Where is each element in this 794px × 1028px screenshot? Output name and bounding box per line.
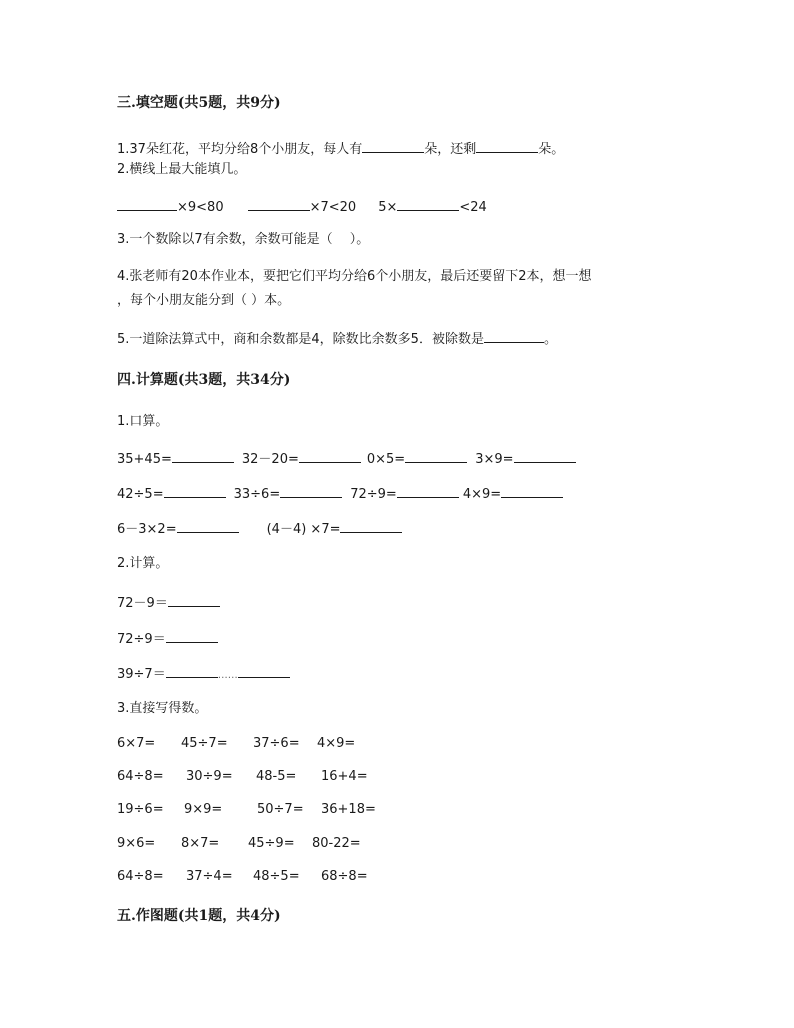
q2-item-3a: 5×: [378, 200, 398, 215]
calc-item: 72－9＝: [117, 596, 168, 611]
oral-row: [117, 868, 368, 886]
oral-item: 4×9=: [317, 736, 356, 751]
part-1-title: 1.口算。: [117, 414, 169, 429]
answer-blank[interactable]: [299, 449, 361, 463]
part-3-title: 3.直接写得数。: [117, 701, 208, 716]
oral-row: [117, 768, 368, 786]
oral-item: 48-5=: [256, 769, 297, 784]
oral-item: 50÷7=: [257, 802, 304, 817]
calc-item: 72÷9＝: [117, 632, 166, 647]
calc-row-3: [117, 519, 402, 539]
oral-item: 37÷6=: [253, 736, 300, 751]
answer-blank[interactable]: [168, 593, 220, 607]
question-3-2: 2.横线上最大能填几。: [117, 162, 247, 177]
q1-text-a: 1.37朵红花，平均分给8个小朋友，每人有: [117, 142, 363, 157]
q2-item-1: ×9<80: [177, 200, 224, 215]
q1-blank-1[interactable]: [362, 139, 424, 153]
oral-item: 64÷8=: [117, 869, 164, 884]
question-3-3: 3.一个数除以7有余数，余数可能是（ ）。: [117, 232, 370, 247]
question-3-2-items: [117, 197, 487, 217]
oral-item: 80-22=: [312, 836, 361, 851]
calc-item: 4×9=: [462, 487, 502, 502]
calc-item: 35+45=: [117, 452, 172, 467]
calc-line-2: [117, 629, 218, 649]
oral-row: [117, 801, 376, 819]
calc-line-1: [117, 593, 220, 613]
oral-item: 9×9=: [184, 802, 223, 817]
remainder-blank[interactable]: [238, 664, 290, 678]
oral-item: 30÷9=: [186, 769, 233, 784]
oral-item: 19÷6=: [117, 802, 164, 817]
q5-text-b: 。: [543, 332, 557, 347]
q5-blank[interactable]: [484, 329, 544, 343]
calc-item: 0×5=: [366, 452, 406, 467]
answer-blank[interactable]: [340, 519, 402, 533]
answer-blank[interactable]: [172, 449, 234, 463]
answer-blank[interactable]: [177, 519, 239, 533]
calc-item: 3×9=: [475, 452, 514, 467]
oral-item: 45÷7=: [181, 736, 228, 751]
calc-item: 72÷9=: [350, 487, 397, 502]
question-3-4-line1: 4.张老师有20本作业本，要把它们平均分给6个小朋友，最后还要留下2本，想一想: [117, 269, 592, 284]
calc-item: 6－3×2=: [117, 522, 177, 537]
calc-item: (4－4) ×7=: [266, 522, 341, 537]
q1-text-c: 朵。: [538, 142, 565, 157]
question-3-4-line2: ，每个小朋友能分到（ ）本。: [117, 293, 291, 308]
section-3-heading: 三.填空题(共5题，共9分): [117, 95, 281, 111]
oral-item: 45÷9=: [248, 836, 295, 851]
q2-blank-2[interactable]: [248, 197, 310, 211]
section-4-heading: 四.计算题(共3题，共34分): [117, 372, 291, 388]
oral-item: 8×7=: [181, 836, 220, 851]
q2-item-3b: <24: [459, 200, 487, 215]
part-2-title: 2.计算。: [117, 556, 169, 571]
oral-item: 68÷8=: [321, 869, 368, 884]
answer-blank[interactable]: [501, 484, 563, 498]
ellipsis: ……: [217, 670, 238, 681]
answer-blank[interactable]: [397, 484, 459, 498]
q2-blank-1[interactable]: [117, 197, 177, 211]
q2-blank-3[interactable]: [397, 197, 459, 211]
q2-item-2: ×7<20: [309, 200, 357, 215]
calc-item: 42÷5=: [117, 487, 164, 502]
answer-blank[interactable]: [164, 484, 226, 498]
oral-item: 6×7=: [117, 736, 156, 751]
answer-blank[interactable]: [514, 449, 576, 463]
calc-row-2: [117, 484, 563, 504]
calc-item: 33÷6=: [233, 487, 281, 502]
oral-item: 9×6=: [117, 836, 156, 851]
oral-item: 36+18=: [321, 802, 376, 817]
quotient-blank[interactable]: [166, 664, 218, 678]
question-3-5: [117, 329, 557, 349]
calc-line-3: [117, 664, 290, 685]
calc-item: 32－20=: [241, 452, 299, 467]
oral-row: [117, 835, 361, 853]
section-5-heading: 五.作图题(共1题，共4分): [117, 908, 281, 924]
calc-item: 39÷7＝: [117, 667, 166, 682]
q1-blank-2[interactable]: [476, 139, 538, 153]
oral-item: 64÷8=: [117, 769, 164, 784]
answer-blank[interactable]: [405, 449, 467, 463]
answer-blank[interactable]: [166, 629, 218, 643]
question-3-1: [117, 139, 564, 159]
q1-text-b: 朵，还剩: [424, 142, 477, 157]
q5-text-a: 5.一道除法算式中，商和余数都是4，除数比余数多5．被除数是: [117, 332, 484, 347]
oral-row: [117, 735, 355, 753]
oral-item: 37÷4=: [186, 869, 233, 884]
oral-item: 16+4=: [321, 769, 368, 784]
calc-row-1: [117, 449, 576, 469]
answer-blank[interactable]: [280, 484, 342, 498]
oral-item: 48÷5=: [253, 869, 300, 884]
